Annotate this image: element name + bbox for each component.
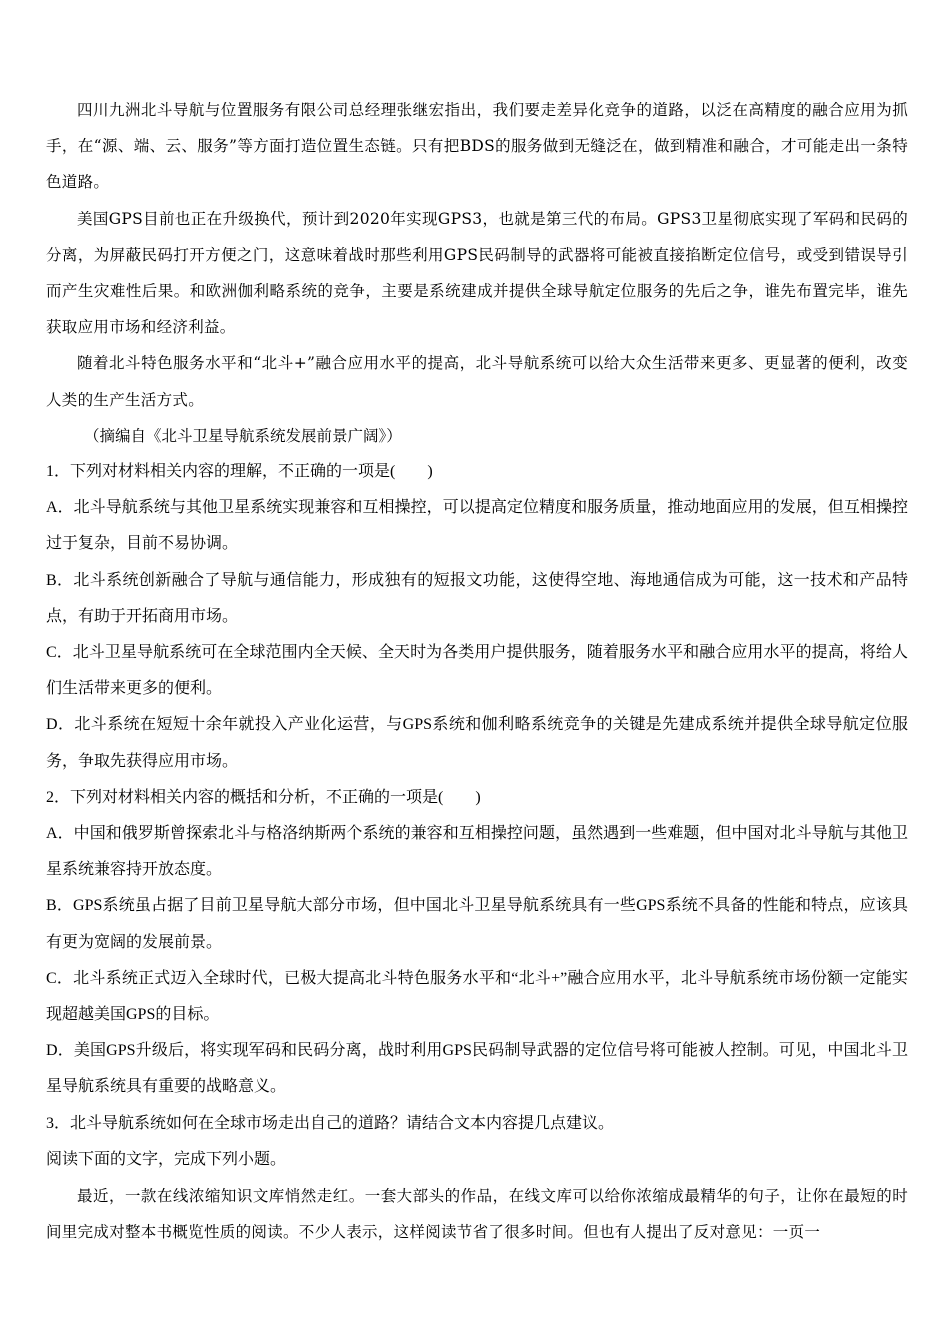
question-1-option-a: A．北斗导航系统与其他卫星系统实现兼容和互相操控，可以提高定位精度和服务质量，推动地面应用的发展，但互相操控过于复杂，目前不易协调。 — [46, 499, 908, 553]
question-1-stem: 1．下列对材料相关内容的理解，不正确的一项是( ) — [46, 463, 433, 481]
question-1-option-b: B．北斗系统创新融合了导航与通信能力，形成独有的短报文功能，这使得空地、海地通信成为可能，这一技术和产品特点，有助于开拓商用市场。 — [46, 571, 908, 625]
question-2-option-c: C．北斗系统正式迈入全球时代，已极大提高北斗特色服务水平和“北斗+”融合应用水平，北斗导航系统市场份额一定能实现超越美国GPS的目标。 — [46, 969, 908, 1024]
question-3-stem: 3．北斗导航系统如何在全球市场走出自己的道路？请结合文本内容提几点建议。 — [46, 1114, 615, 1132]
question-1-option-c: C．北斗卫星导航系统可在全球范围内全天候、全天时为各类用户提供服务，随着服务水平和融合应用水平的提高，将给人们生活带来更多的便利。 — [46, 644, 908, 698]
question-1-option-d: D．北斗系统在短短十余年就投入产业化运营，与GPS系统和伽利略系统竞争的关键是先建成系统并提供全球导航定位服务，争取先获得应用市场。 — [46, 716, 908, 770]
question-2-option-a: A．中国和俄罗斯曾探索北斗与格洛纳斯两个系统的兼容和互相操控问题，虽然遇到一些难题，但中国对北斗导航与其他卫星系统兼容持开放态度。 — [46, 825, 908, 879]
question-2-option-b: B．GPS系统虽占据了目前卫星导航大部分市场，但中国北斗卫星导航系统具有一些GPS系统不具备的性能和特点，应该具有更为宽阔的发展前景。 — [46, 897, 908, 951]
document-page — [46, 92, 908, 1251]
passage-source: （摘编自《北斗卫星导航系统发展前景广阔》） — [84, 426, 402, 445]
next-passage-paragraph-1: 最近，一款在线浓缩知识文库悄然走红。一套大部头的作品，在线文库可以给你浓缩成最精华的句子，让你在最短的时间里完成对整本书概览性质的阅读。不少人表示，这样阅读节省了很多时间。但也有人提出了反对意见：一页一 — [46, 1187, 908, 1242]
section-instruction: 阅读下面的文字，完成下列小题。 — [46, 1150, 287, 1168]
passage-paragraph-2: 美国GPS目前也正在升级换代，预计到2020年实现GPS3，也就是第三代的布局。GPS3卫星彻底实现了军码和民码的分离，为屏蔽民码打开方便之门，这意味着战时那些利用GPS民码制导的武器将可能被直接掐断定位信号，或受到错误导引而产生灾难性后果。和欧洲伽利略系统的竞争，主要是系统建成并提供全球导航定位服务的先后之争，谁先布置完毕，谁先获取应用市场和经济利益。 — [46, 209, 908, 337]
passage-paragraph-1: 四川九洲北斗导航与位置服务有限公司总经理张继宏指出，我们要走差异化竞争的道路，以泛在高精度的融合应用为抓手，在“源、端、云、服务”等方面打造位置生态链。只有把BDS的服务做到无缝泛在，做到精准和融合，才可能走出一条特色道路。 — [46, 101, 908, 192]
question-2-option-d: D．美国GPS升级后，将实现军码和民码分离，战时利用GPS民码制导武器的定位信号将可能被人控制。可见，中国北斗卫星导航系统具有重要的战略意义。 — [46, 1042, 908, 1096]
question-2-stem: 2．下列对材料相关内容的概括和分析，不正确的一项是( ) — [46, 788, 481, 806]
passage-paragraph-3: 随着北斗特色服务水平和“北斗+”融合应用水平的提高，北斗导航系统可以给大众生活带来更多、更显著的便利，改变人类的生产生活方式。 — [46, 354, 908, 409]
